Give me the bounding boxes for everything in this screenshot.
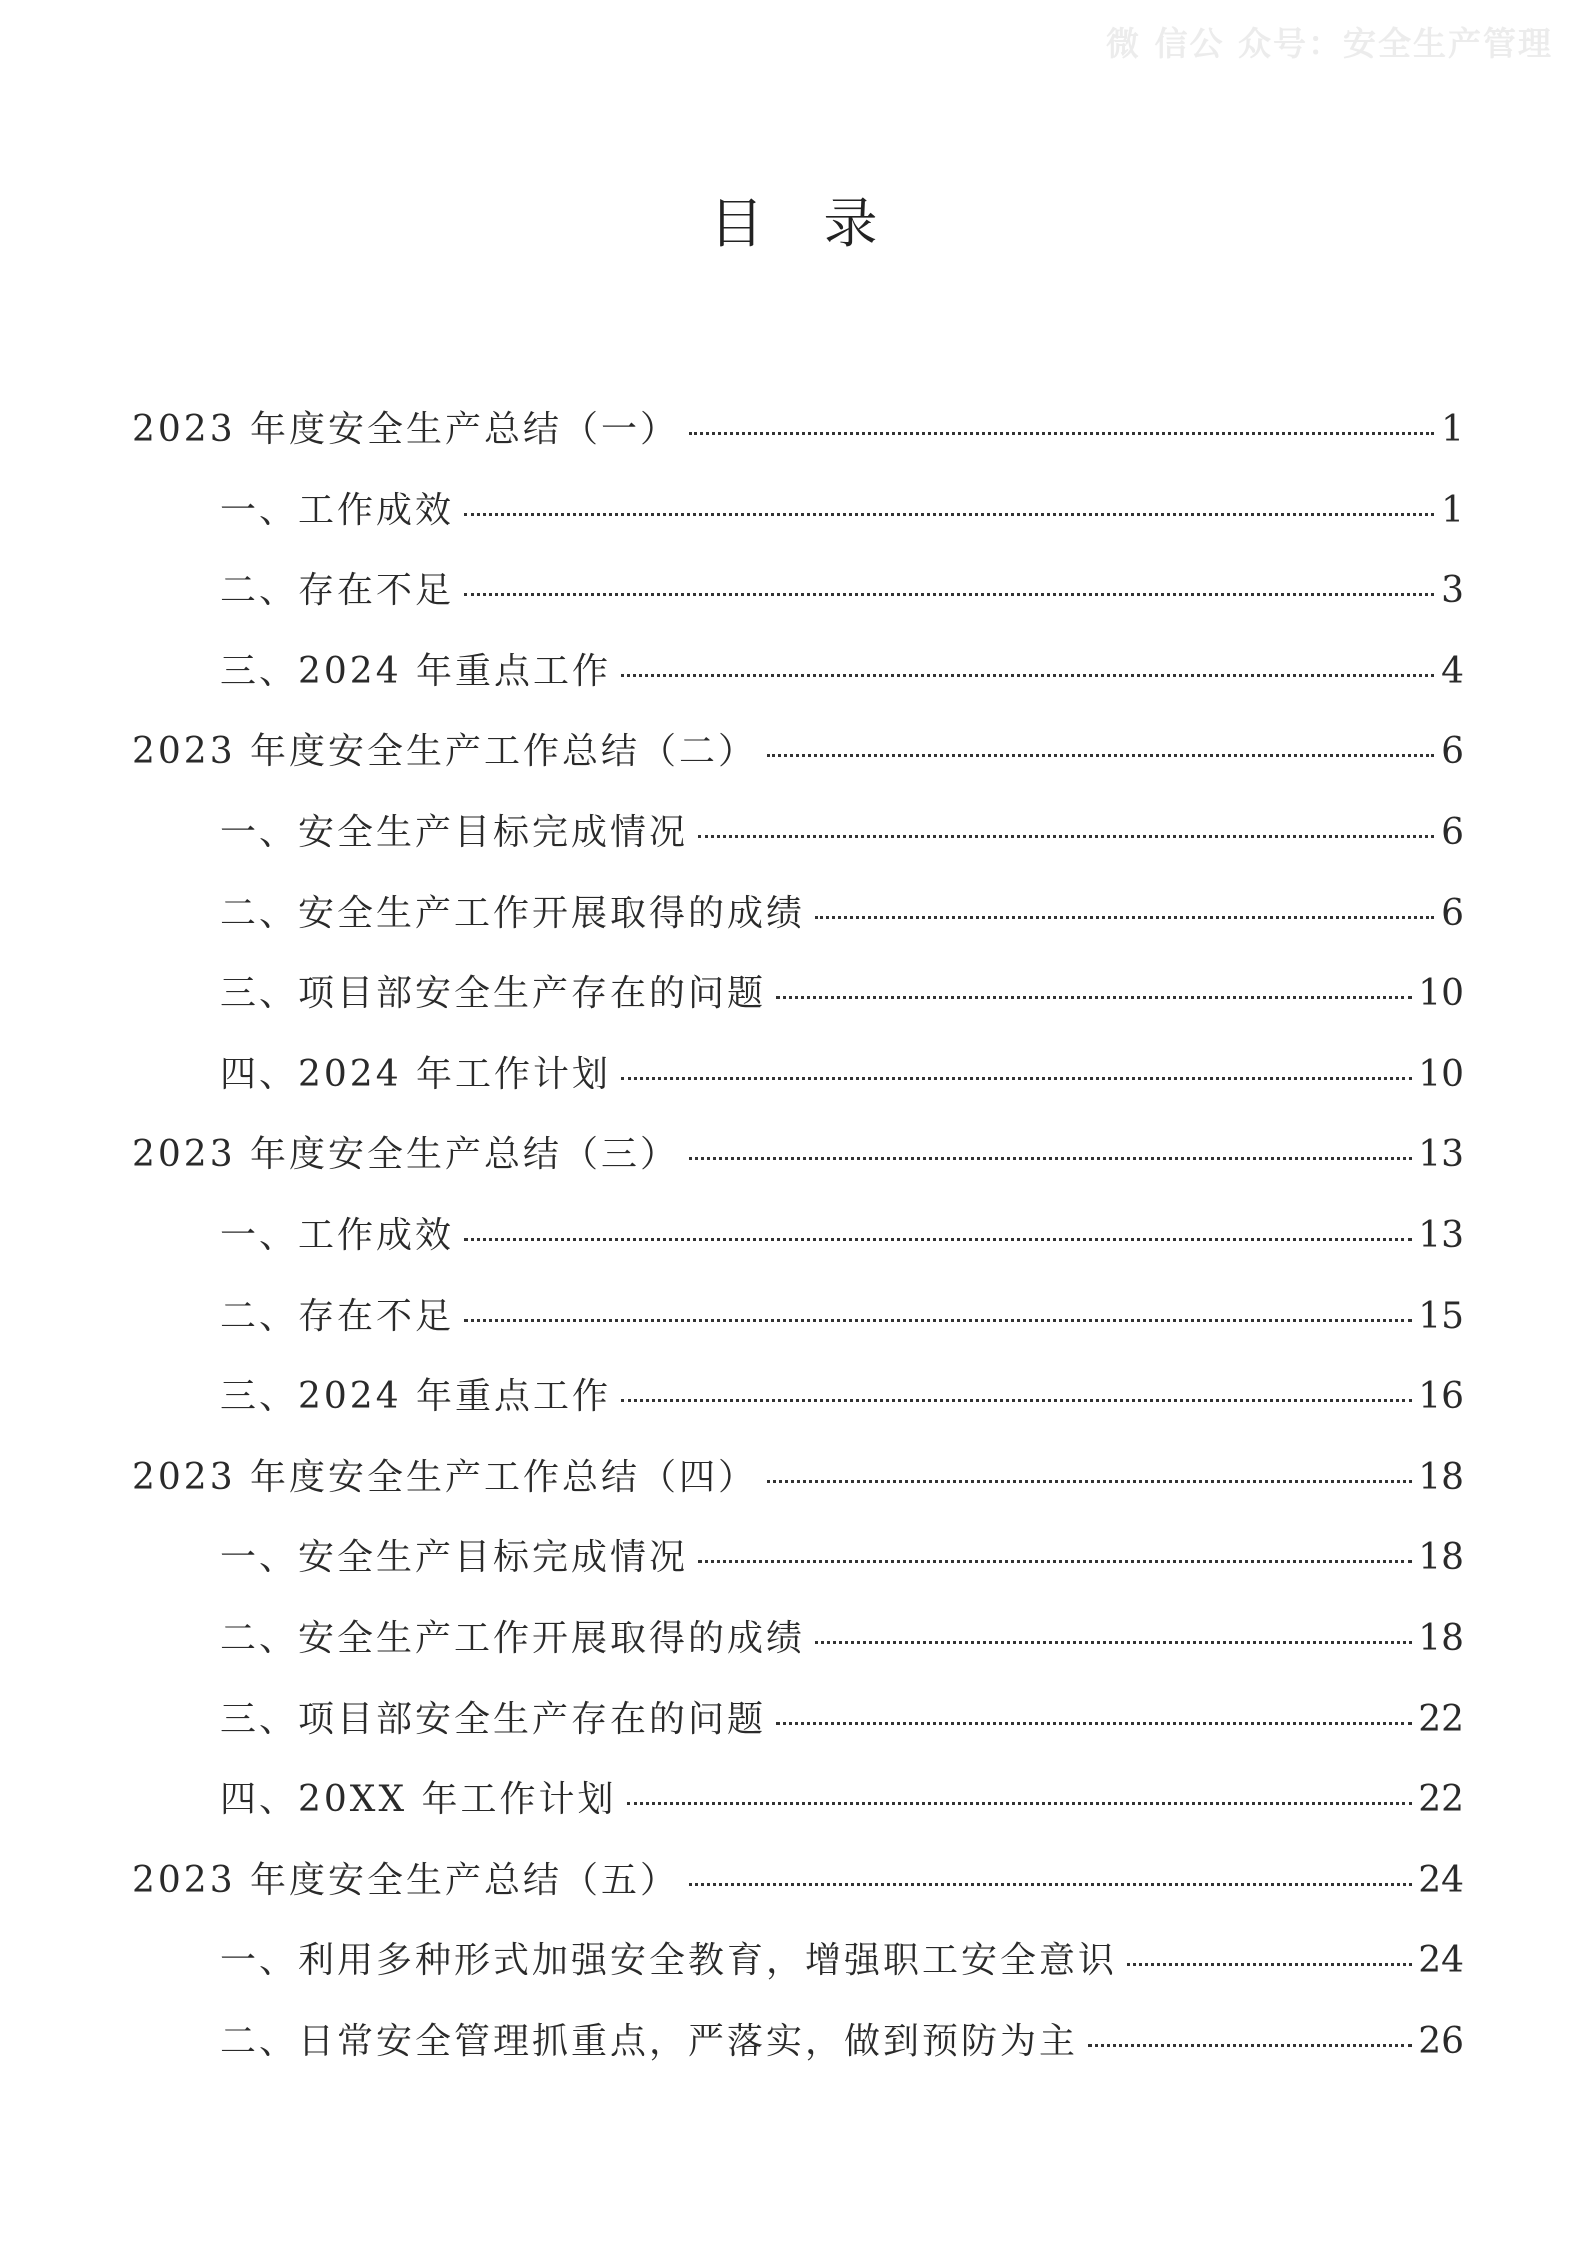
toc-page-number: 3	[1441, 570, 1464, 612]
table-of-contents	[132, 401, 1464, 2093]
toc-dot-leader	[776, 996, 1412, 999]
watermark: 微 信公 众号：安全生产管理	[1106, 24, 1553, 63]
toc-entry-text: 一、安全生产目标完成情况	[220, 1537, 689, 1579]
toc-chapter-entry[interactable]	[132, 1852, 1464, 1933]
toc-dot-leader	[627, 1802, 1413, 1805]
toc-dot-leader	[1088, 2044, 1412, 2047]
toc-section-entry[interactable]	[132, 562, 1464, 643]
toc-dot-leader	[464, 513, 1434, 516]
toc-section-entry[interactable]	[132, 1288, 1464, 1369]
toc-page-number: 26	[1418, 2020, 1464, 2062]
toc-entry-text: 2023 年度安全生产总结（三）	[132, 1134, 680, 1176]
toc-entry-text: 一、工作成效	[220, 1214, 455, 1256]
toc-section-entry[interactable]	[132, 1368, 1464, 1449]
toc-dot-leader	[698, 1560, 1412, 1563]
toc-page-number: 15	[1418, 1295, 1464, 1337]
toc-dot-leader	[815, 916, 1434, 919]
toc-page-number: 4	[1441, 650, 1464, 692]
toc-dot-leader	[621, 1077, 1412, 1080]
toc-dot-leader	[815, 1641, 1412, 1644]
toc-section-entry[interactable]	[132, 965, 1464, 1046]
toc-page-number: 1	[1441, 409, 1464, 450]
toc-page-number: 18	[1418, 1617, 1464, 1659]
toc-page-number: 18	[1418, 1537, 1464, 1579]
toc-chapter-entry[interactable]	[132, 723, 1464, 804]
toc-dot-leader	[1127, 1963, 1412, 1966]
toc-page-number: 6	[1441, 731, 1464, 773]
toc-chapter-entry[interactable]	[132, 1449, 1464, 1530]
toc-entry-text: 二、存在不足	[220, 570, 455, 612]
toc-dot-leader	[767, 754, 1434, 757]
toc-section-entry[interactable]	[132, 643, 1464, 724]
toc-section-entry[interactable]	[132, 1932, 1464, 2013]
toc-page-number: 18	[1418, 1456, 1464, 1498]
toc-entry-text: 四、20XX 年工作计划	[220, 1779, 617, 1821]
toc-page-number: 24	[1418, 1940, 1464, 1982]
toc-page-number: 22	[1418, 1779, 1464, 1821]
toc-entry-text: 一、工作成效	[220, 489, 455, 531]
toc-dot-leader	[621, 1399, 1412, 1402]
toc-entry-text: 2023 年度安全生产工作总结（四）	[132, 1456, 758, 1498]
toc-page-number: 1	[1441, 489, 1464, 531]
toc-page-number: 24	[1418, 1859, 1464, 1901]
toc-section-entry[interactable]	[132, 1771, 1464, 1852]
toc-entry-text: 二、存在不足	[220, 1295, 455, 1337]
toc-section-entry[interactable]	[132, 1529, 1464, 1610]
toc-entry-text: 2023 年度安全生产总结（五）	[132, 1859, 680, 1901]
toc-section-entry[interactable]	[132, 482, 1464, 563]
toc-section-entry[interactable]	[132, 1207, 1464, 1288]
toc-dot-leader	[621, 674, 1434, 677]
toc-dot-leader	[689, 432, 1434, 435]
toc-entry-text: 二、安全生产工作开展取得的成绩	[220, 1617, 806, 1659]
toc-dot-leader	[776, 1722, 1412, 1725]
page-title: 目录	[709, 192, 938, 255]
toc-entry-text: 三、项目部安全生产存在的问题	[220, 1698, 767, 1740]
toc-page-number: 10	[1418, 1053, 1464, 1095]
toc-section-entry[interactable]	[132, 804, 1464, 885]
toc-entry-text: 2023 年度安全生产工作总结（二）	[132, 731, 758, 773]
toc-dot-leader	[698, 835, 1434, 838]
toc-page-number: 6	[1441, 811, 1464, 853]
toc-entry-text: 二、安全生产工作开展取得的成绩	[220, 892, 806, 934]
toc-entry-text: 三、2024 年重点工作	[220, 1376, 612, 1418]
toc-section-entry[interactable]	[132, 885, 1464, 966]
toc-page-number: 13	[1418, 1134, 1464, 1176]
toc-dot-leader	[689, 1883, 1412, 1886]
toc-section-entry[interactable]	[132, 1610, 1464, 1691]
toc-dot-leader	[464, 1319, 1412, 1322]
toc-chapter-entry[interactable]	[132, 1126, 1464, 1207]
toc-page-number: 16	[1418, 1376, 1464, 1418]
toc-page-number: 13	[1418, 1214, 1464, 1256]
toc-entry-text: 一、安全生产目标完成情况	[220, 811, 689, 853]
toc-section-entry[interactable]	[132, 1691, 1464, 1772]
toc-page-number: 6	[1441, 892, 1464, 934]
toc-section-entry[interactable]	[132, 1046, 1464, 1127]
toc-dot-leader	[464, 1238, 1412, 1241]
toc-chapter-entry[interactable]	[132, 401, 1464, 482]
toc-dot-leader	[464, 593, 1434, 596]
toc-entry-text: 一、利用多种形式加强安全教育，增强职工安全意识	[220, 1940, 1118, 1982]
toc-section-entry[interactable]	[132, 2013, 1464, 2094]
toc-entry-text: 三、项目部安全生产存在的问题	[220, 973, 767, 1015]
toc-dot-leader	[689, 1157, 1412, 1160]
toc-page-number: 10	[1418, 973, 1464, 1015]
toc-dot-leader	[767, 1480, 1412, 1483]
toc-entry-text: 2023 年度安全生产总结（一）	[132, 409, 680, 450]
toc-entry-text: 二、日常安全管理抓重点，严落实，做到预防为主	[220, 2020, 1079, 2062]
toc-entry-text: 四、2024 年工作计划	[220, 1053, 612, 1095]
toc-page-number: 22	[1418, 1698, 1464, 1740]
toc-entry-text: 三、2024 年重点工作	[220, 650, 612, 692]
